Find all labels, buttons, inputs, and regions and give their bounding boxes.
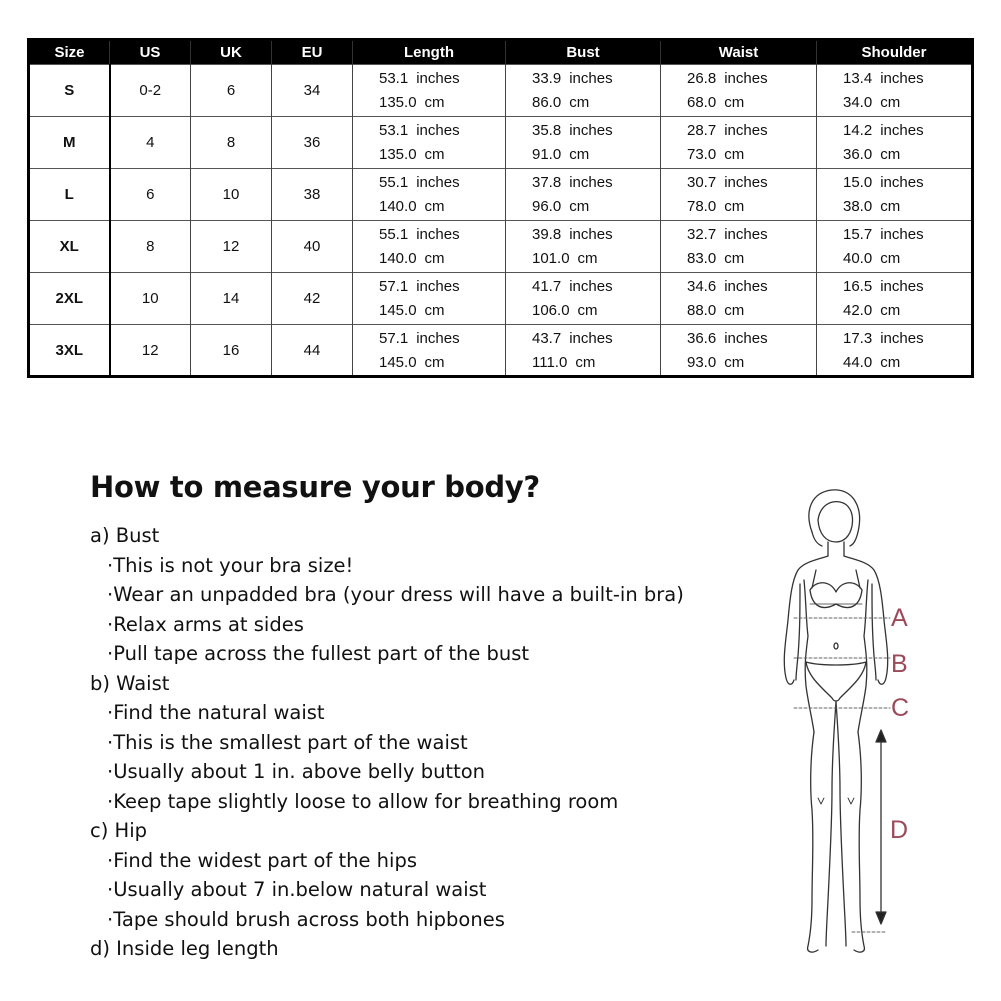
guide-tip: ·Pull tape across the fullest part of the bust xyxy=(107,642,530,665)
cell-shoulder-cm xyxy=(817,299,973,325)
shoulder-in-value: 13.4 xyxy=(843,69,873,87)
cell-uk: 6 xyxy=(191,65,272,117)
header-uk: UK xyxy=(191,40,272,65)
cell-us: 8 xyxy=(110,221,191,273)
bust-in-value: 33.9 xyxy=(532,69,562,87)
guide-tip: ·Tape should brush across both hipbones xyxy=(107,907,505,931)
guide-tip: ·Find the widest part of the hips xyxy=(107,848,417,872)
cell-eu: 44 xyxy=(272,325,353,377)
guide-section-heading: b) Waist xyxy=(90,671,170,695)
length-in-unit: inches xyxy=(416,225,460,243)
shoulder-cm-unit: cm xyxy=(880,197,901,215)
cell-length-in xyxy=(353,117,506,143)
shoulder-cm-value: 42.0 xyxy=(843,301,873,319)
shoulder-cm-unit: cm xyxy=(880,353,901,371)
cell-size: M xyxy=(29,117,110,169)
table-header-row xyxy=(29,40,973,65)
cell-length-in xyxy=(353,65,506,91)
size-chart-table xyxy=(27,38,974,378)
waist-cm-unit: cm xyxy=(724,197,745,215)
shoulder-in-value: 16.5 xyxy=(843,277,873,295)
length-in-unit: inches xyxy=(416,277,460,295)
cell-waist-cm xyxy=(661,351,817,377)
waist-in-value: 34.6 xyxy=(687,277,717,295)
header-us: US xyxy=(110,40,191,65)
cell-size: 2XL xyxy=(29,273,110,325)
length-cm-value: 140.0 xyxy=(379,249,417,267)
bust-in-unit: inches xyxy=(569,173,613,191)
length-cm-unit: cm xyxy=(424,301,445,319)
cell-waist-in xyxy=(661,117,817,143)
bust-cm-value: 111.0 xyxy=(532,353,568,371)
cell-length-cm xyxy=(353,247,506,273)
guide-tip: ·Usually about 1 in. above belly button xyxy=(107,760,486,783)
cell-bust-in xyxy=(506,169,661,195)
length-in-unit: inches xyxy=(416,121,460,139)
cell-bust-cm xyxy=(506,91,661,117)
guide-tip: ·Find the natural waist xyxy=(107,701,325,724)
length-in-value: 57.1 xyxy=(379,329,409,347)
cell-shoulder-in xyxy=(817,65,973,91)
cell-waist-cm xyxy=(661,299,817,325)
waist-in-value: 32.7 xyxy=(687,225,717,243)
waist-cm-unit: cm xyxy=(724,301,745,319)
waist-cm-value: 83.0 xyxy=(687,249,717,267)
measurement-label-d: D xyxy=(890,816,909,844)
bust-in-unit: inches xyxy=(569,329,613,347)
shoulder-cm-value: 36.0 xyxy=(843,145,873,163)
bust-cm-unit: cm xyxy=(569,145,590,163)
cell-size: L xyxy=(29,169,110,221)
cell-waist-in xyxy=(661,169,817,195)
cell-shoulder-cm xyxy=(817,195,973,221)
table-row xyxy=(29,273,973,299)
cell-waist-cm xyxy=(661,195,817,221)
bust-cm-value: 86.0 xyxy=(532,93,562,111)
guide-tip: ·This is the smallest part of the waist xyxy=(107,730,468,754)
cell-waist-in xyxy=(661,325,817,351)
guide-tip: ·This is not your bra size! xyxy=(107,553,354,577)
cell-shoulder-cm xyxy=(817,351,973,377)
cell-waist-in xyxy=(661,65,817,91)
length-in-value: 55.1 xyxy=(379,173,409,191)
cell-bust-in xyxy=(506,117,661,143)
cell-uk: 16 xyxy=(191,325,272,377)
table-row xyxy=(29,169,973,195)
guide-section-heading: a) Bust xyxy=(90,524,160,547)
waist-cm-unit: cm xyxy=(724,145,745,163)
header-eu: EU xyxy=(272,40,353,65)
guide-section-heading: c) Hip xyxy=(90,819,147,842)
shoulder-cm-value: 40.0 xyxy=(843,249,873,267)
cell-uk: 14 xyxy=(191,273,272,325)
shoulder-in-unit: inches xyxy=(880,277,924,295)
shoulder-cm-value: 44.0 xyxy=(843,353,873,371)
guide-tip: ·Wear an unpadded bra (your dress will have a built-in bra) xyxy=(107,583,684,606)
waist-in-unit: inches xyxy=(724,277,768,295)
waist-cm-unit: cm xyxy=(724,249,745,267)
measurement-label-b: B xyxy=(891,650,908,678)
cell-us: 0-2 xyxy=(110,65,191,117)
shoulder-in-unit: inches xyxy=(880,329,924,347)
waist-in-value: 36.6 xyxy=(687,329,717,347)
bust-cm-unit: cm xyxy=(569,197,590,215)
waist-cm-value: 93.0 xyxy=(687,353,717,371)
shoulder-cm-value: 38.0 xyxy=(843,197,873,215)
length-cm-value: 140.0 xyxy=(379,197,417,215)
shoulder-in-value: 17.3 xyxy=(843,329,873,347)
length-in-value: 55.1 xyxy=(379,225,409,243)
cell-length-cm xyxy=(353,195,506,221)
guide-tip: ·Keep tape slightly loose to allow for breathing room xyxy=(107,789,619,813)
cell-length-in xyxy=(353,169,506,195)
waist-in-value: 26.8 xyxy=(687,69,717,87)
cell-size: 3XL xyxy=(29,325,110,377)
cell-shoulder-in xyxy=(817,273,973,299)
cell-waist-in xyxy=(661,221,817,247)
cell-bust-cm xyxy=(506,195,661,221)
cell-bust-in xyxy=(506,65,661,91)
measurement-label-a: A xyxy=(891,604,908,632)
bust-in-value: 43.7 xyxy=(532,329,562,347)
length-cm-unit: cm xyxy=(424,145,445,163)
waist-cm-unit: cm xyxy=(724,93,745,111)
shoulder-cm-value: 34.0 xyxy=(843,93,873,111)
bust-in-value: 35.8 xyxy=(532,121,562,139)
shoulder-cm-unit: cm xyxy=(880,249,901,267)
shoulder-in-unit: inches xyxy=(880,225,924,243)
cell-bust-in xyxy=(506,273,661,299)
cell-bust-in xyxy=(506,221,661,247)
bust-in-unit: inches xyxy=(569,69,613,87)
length-cm-unit: cm xyxy=(424,353,445,371)
cell-shoulder-in xyxy=(817,325,973,351)
table-row xyxy=(29,117,973,143)
bust-in-unit: inches xyxy=(569,225,613,243)
shoulder-in-unit: inches xyxy=(880,173,924,191)
guide-title: How to measure your body? xyxy=(90,470,540,504)
cell-shoulder-in xyxy=(817,169,973,195)
length-cm-unit: cm xyxy=(424,197,445,215)
cell-bust-cm xyxy=(506,143,661,169)
measurement-label-c: C xyxy=(891,694,910,722)
cell-us: 6 xyxy=(110,169,191,221)
length-cm-value: 145.0 xyxy=(379,301,417,319)
cell-length-cm xyxy=(353,91,506,117)
guide-tip: ·Relax arms at sides xyxy=(107,612,304,636)
cell-waist-in xyxy=(661,273,817,299)
shoulder-cm-unit: cm xyxy=(880,301,901,319)
bust-in-value: 41.7 xyxy=(532,277,562,295)
cell-length-in xyxy=(353,325,506,351)
header-waist: Waist xyxy=(661,40,817,65)
cell-uk: 8 xyxy=(191,117,272,169)
shoulder-in-unit: inches xyxy=(880,69,924,87)
bust-cm-unit: cm xyxy=(577,249,598,267)
waist-in-unit: inches xyxy=(724,173,768,191)
table-row xyxy=(29,325,973,351)
cell-uk: 12 xyxy=(191,221,272,273)
header-bust: Bust xyxy=(506,40,661,65)
cell-us: 12 xyxy=(110,325,191,377)
cell-eu: 40 xyxy=(272,221,353,273)
waist-cm-value: 73.0 xyxy=(687,145,717,163)
waist-in-unit: inches xyxy=(724,329,768,347)
waist-cm-value: 68.0 xyxy=(687,93,717,111)
length-in-value: 53.1 xyxy=(379,69,409,87)
waist-cm-value: 78.0 xyxy=(687,197,717,215)
cell-waist-cm xyxy=(661,247,817,273)
waist-in-value: 28.7 xyxy=(687,121,717,139)
header-shoulder: Shoulder xyxy=(817,40,973,65)
waist-cm-value: 88.0 xyxy=(687,301,717,319)
table-row xyxy=(29,65,973,91)
cell-shoulder-cm xyxy=(817,91,973,117)
shoulder-in-value: 15.0 xyxy=(843,173,873,191)
cell-eu: 36 xyxy=(272,117,353,169)
bust-cm-value: 96.0 xyxy=(532,197,562,215)
cell-uk: 10 xyxy=(191,169,272,221)
cell-eu: 34 xyxy=(272,65,353,117)
cell-length-cm xyxy=(353,299,506,325)
cell-us: 10 xyxy=(110,273,191,325)
cell-size: S xyxy=(29,65,110,117)
shoulder-cm-unit: cm xyxy=(880,145,901,163)
length-cm-unit: cm xyxy=(424,93,445,111)
length-cm-value: 135.0 xyxy=(379,145,417,163)
body-outline-illustration xyxy=(760,480,990,980)
header-length: Length xyxy=(353,40,506,65)
waist-in-value: 30.7 xyxy=(687,173,717,191)
length-in-value: 57.1 xyxy=(379,277,409,295)
length-in-unit: inches xyxy=(416,329,460,347)
length-cm-unit: cm xyxy=(424,249,445,267)
cell-bust-cm xyxy=(506,351,661,377)
cell-bust-in xyxy=(506,325,661,351)
cell-waist-cm xyxy=(661,91,817,117)
guide-section-heading: d) Inside leg length xyxy=(90,937,279,960)
waist-in-unit: inches xyxy=(724,69,768,87)
waist-cm-unit: cm xyxy=(724,353,745,371)
cell-waist-cm xyxy=(661,143,817,169)
header-size: Size xyxy=(29,40,110,65)
cell-length-in xyxy=(353,221,506,247)
waist-in-unit: inches xyxy=(724,121,768,139)
cell-eu: 38 xyxy=(272,169,353,221)
cell-us: 4 xyxy=(110,117,191,169)
bust-cm-value: 101.0 xyxy=(532,249,570,267)
bust-in-unit: inches xyxy=(569,121,613,139)
cell-bust-cm xyxy=(506,299,661,325)
bust-in-value: 37.8 xyxy=(532,173,562,191)
cell-length-cm xyxy=(353,351,506,377)
cell-bust-cm xyxy=(506,247,661,273)
shoulder-in-value: 14.2 xyxy=(843,121,873,139)
length-cm-value: 145.0 xyxy=(379,353,417,371)
length-in-unit: inches xyxy=(416,173,460,191)
measure-guide xyxy=(90,521,750,964)
table-row xyxy=(29,221,973,247)
bust-cm-value: 106.0 xyxy=(532,301,570,319)
body-measurement-figure xyxy=(760,480,990,980)
bust-in-unit: inches xyxy=(569,277,613,295)
shoulder-in-unit: inches xyxy=(880,121,924,139)
guide-tip: ·Usually about 7 in.below natural waist xyxy=(107,878,487,901)
cell-shoulder-in xyxy=(817,221,973,247)
shoulder-cm-unit: cm xyxy=(880,93,901,111)
cell-length-cm xyxy=(353,143,506,169)
bust-cm-unit: cm xyxy=(577,301,598,319)
cell-eu: 42 xyxy=(272,273,353,325)
bust-cm-unit: cm xyxy=(575,353,596,371)
cell-length-in xyxy=(353,273,506,299)
cell-shoulder-in xyxy=(817,117,973,143)
length-in-unit: inches xyxy=(416,69,460,87)
cell-size: XL xyxy=(29,221,110,273)
bust-cm-value: 91.0 xyxy=(532,145,562,163)
cell-shoulder-cm xyxy=(817,143,973,169)
length-cm-value: 135.0 xyxy=(379,93,417,111)
cell-shoulder-cm xyxy=(817,247,973,273)
shoulder-in-value: 15.7 xyxy=(843,225,873,243)
waist-in-unit: inches xyxy=(724,225,768,243)
length-in-value: 53.1 xyxy=(379,121,409,139)
bust-in-value: 39.8 xyxy=(532,225,562,243)
bust-cm-unit: cm xyxy=(569,93,590,111)
